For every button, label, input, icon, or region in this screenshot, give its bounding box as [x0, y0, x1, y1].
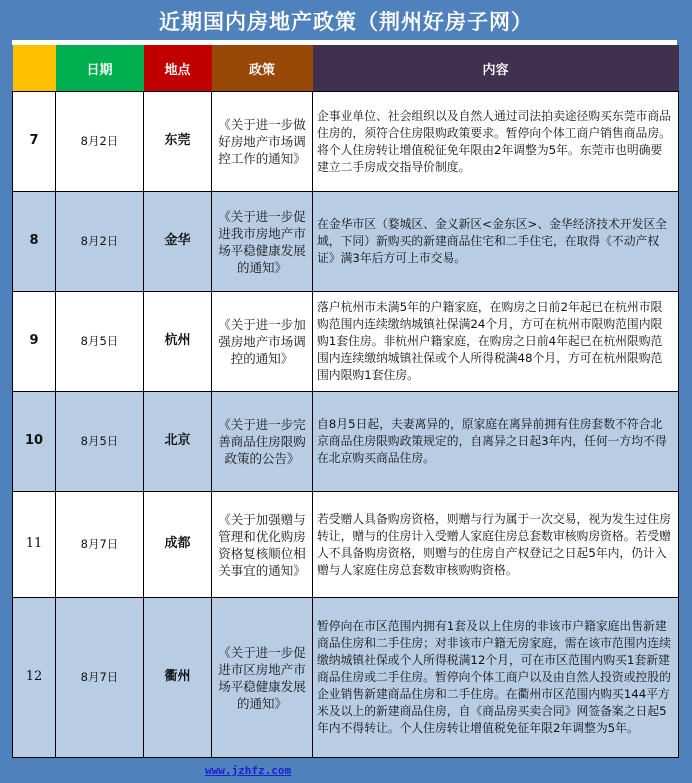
- row-content: 落户杭州市未满5年的户籍家庭，在购房之日前2年起已在杭州市限购范围内连续缴纳城镇社保满24个月，方可在杭州市限购范围内限购1套住房。非杭州户籍家庭，在购房之日前4年起已在杭州限购范围内连续缴纳城镇社保或个人所得税满48个月，方可在杭州限购范围内限购1套住房。: [313, 292, 679, 392]
- row-content: 自8月5日起，夫妻离异的，原家庭在离异前拥有住房套数不符合北京商品住房限购政策规定的，自离异之日起3年内，任何一方均不得在北京购买商品住房。: [313, 392, 679, 492]
- row-num: 9: [13, 292, 56, 392]
- header-date: 日期: [56, 45, 144, 92]
- row-num: 12: [13, 598, 56, 758]
- policy-table: [12, 45, 679, 758]
- row-num: 7: [13, 92, 56, 192]
- table-row: [13, 392, 679, 492]
- table-row: [13, 292, 679, 392]
- row-date: 8月5日: [56, 292, 144, 392]
- row-place: 衢州: [144, 598, 212, 758]
- row-policy: 《关于进一步促进市区房地产市场平稳健康发展的通知》: [212, 598, 313, 758]
- row-policy: 《关于进一步加强房地产市场调控的通知》: [212, 292, 313, 392]
- row-place: 成都: [144, 492, 212, 598]
- row-date: 8月7日: [56, 598, 144, 758]
- row-num: 10: [13, 392, 56, 492]
- row-date: 8月2日: [56, 192, 144, 292]
- row-date: 8月7日: [56, 492, 144, 598]
- row-place: 杭州: [144, 292, 212, 392]
- row-content: 在金华市区（婺城区、金义新区<金东区>、金华经济技术开发区全域，下同）新购买的新建商品住宅和二手住宅，在取得《不动产权证》满3年后方可上市交易。: [313, 192, 679, 292]
- table-row: [13, 192, 679, 292]
- footer-website-link[interactable]: www.jzhfz.com: [205, 764, 292, 777]
- row-content: 暂停向在市区范围内拥有1套及以上住房的非该市户籍家庭出售新建商品住房和二手住房；对非该市户籍无房家庭，需在该市范围内连续缴纳城镇社保或个人所得税满12个月，可在市区范围内购买1套新建商品住房或二手住房。暂停向个体工商户以及由自然人投资或控股的企业销售新建商品住房和二手住房。在衢州市区范围内购买144平方米及以上的新建商品住房，自《商品房买卖合同》网签备案之日起5年内不得转让。个人住房转让增值税免征年限2年调整为5年。: [313, 598, 679, 758]
- table-header-row: [13, 45, 679, 92]
- row-place: 东莞: [144, 92, 212, 192]
- row-policy: 《关于加强赠与管理和优化购房资格复核顺位相关事宜的通知》: [212, 492, 313, 598]
- row-policy: 《关于进一步完善商品住房限购政策的公告》: [212, 392, 313, 492]
- row-place: 北京: [144, 392, 212, 492]
- header-policy: 政策: [212, 45, 313, 92]
- row-policy: 《关于进一步促进我市房地产市场平稳健康发展的通知》: [212, 192, 313, 292]
- row-date: 8月5日: [56, 392, 144, 492]
- page-title: 近期国内房地产政策（荆州好房子网）: [159, 9, 533, 34]
- table-row: [13, 92, 679, 192]
- row-num: 11: [13, 492, 56, 598]
- header-num: [13, 45, 56, 92]
- header-content: 内容: [313, 45, 679, 92]
- row-content: 企事业单位、社会组织以及自然人通过司法拍卖途径购买东莞市商品住房的，须符合住房限购政策要求。暂停向个体工商户销售商品房。将个人住房转让增值税征免年限由2年调整为5年。东莞市也明确要建立二手房成交指导价制度。: [313, 92, 679, 192]
- row-policy: 《关于进一步做好房地产市场调控工作的通知》: [212, 92, 313, 192]
- table-row: [13, 492, 679, 598]
- row-content: 若受赠人具备购房资格，则赠与行为属于一次交易，视为发生过住房转让，赠与的住房计入受赠人家庭住房总套数审核购房资格。若受赠人不具备购房资格，则赠与的住房自产权登记之日起5年内，仍计入赠与人家庭住房总套数审核购购资格。: [313, 492, 679, 598]
- table-row: [13, 598, 679, 758]
- row-date: 8月2日: [56, 92, 144, 192]
- row-num: 8: [13, 192, 56, 292]
- row-place: 金华: [144, 192, 212, 292]
- header-place: 地点: [144, 45, 212, 92]
